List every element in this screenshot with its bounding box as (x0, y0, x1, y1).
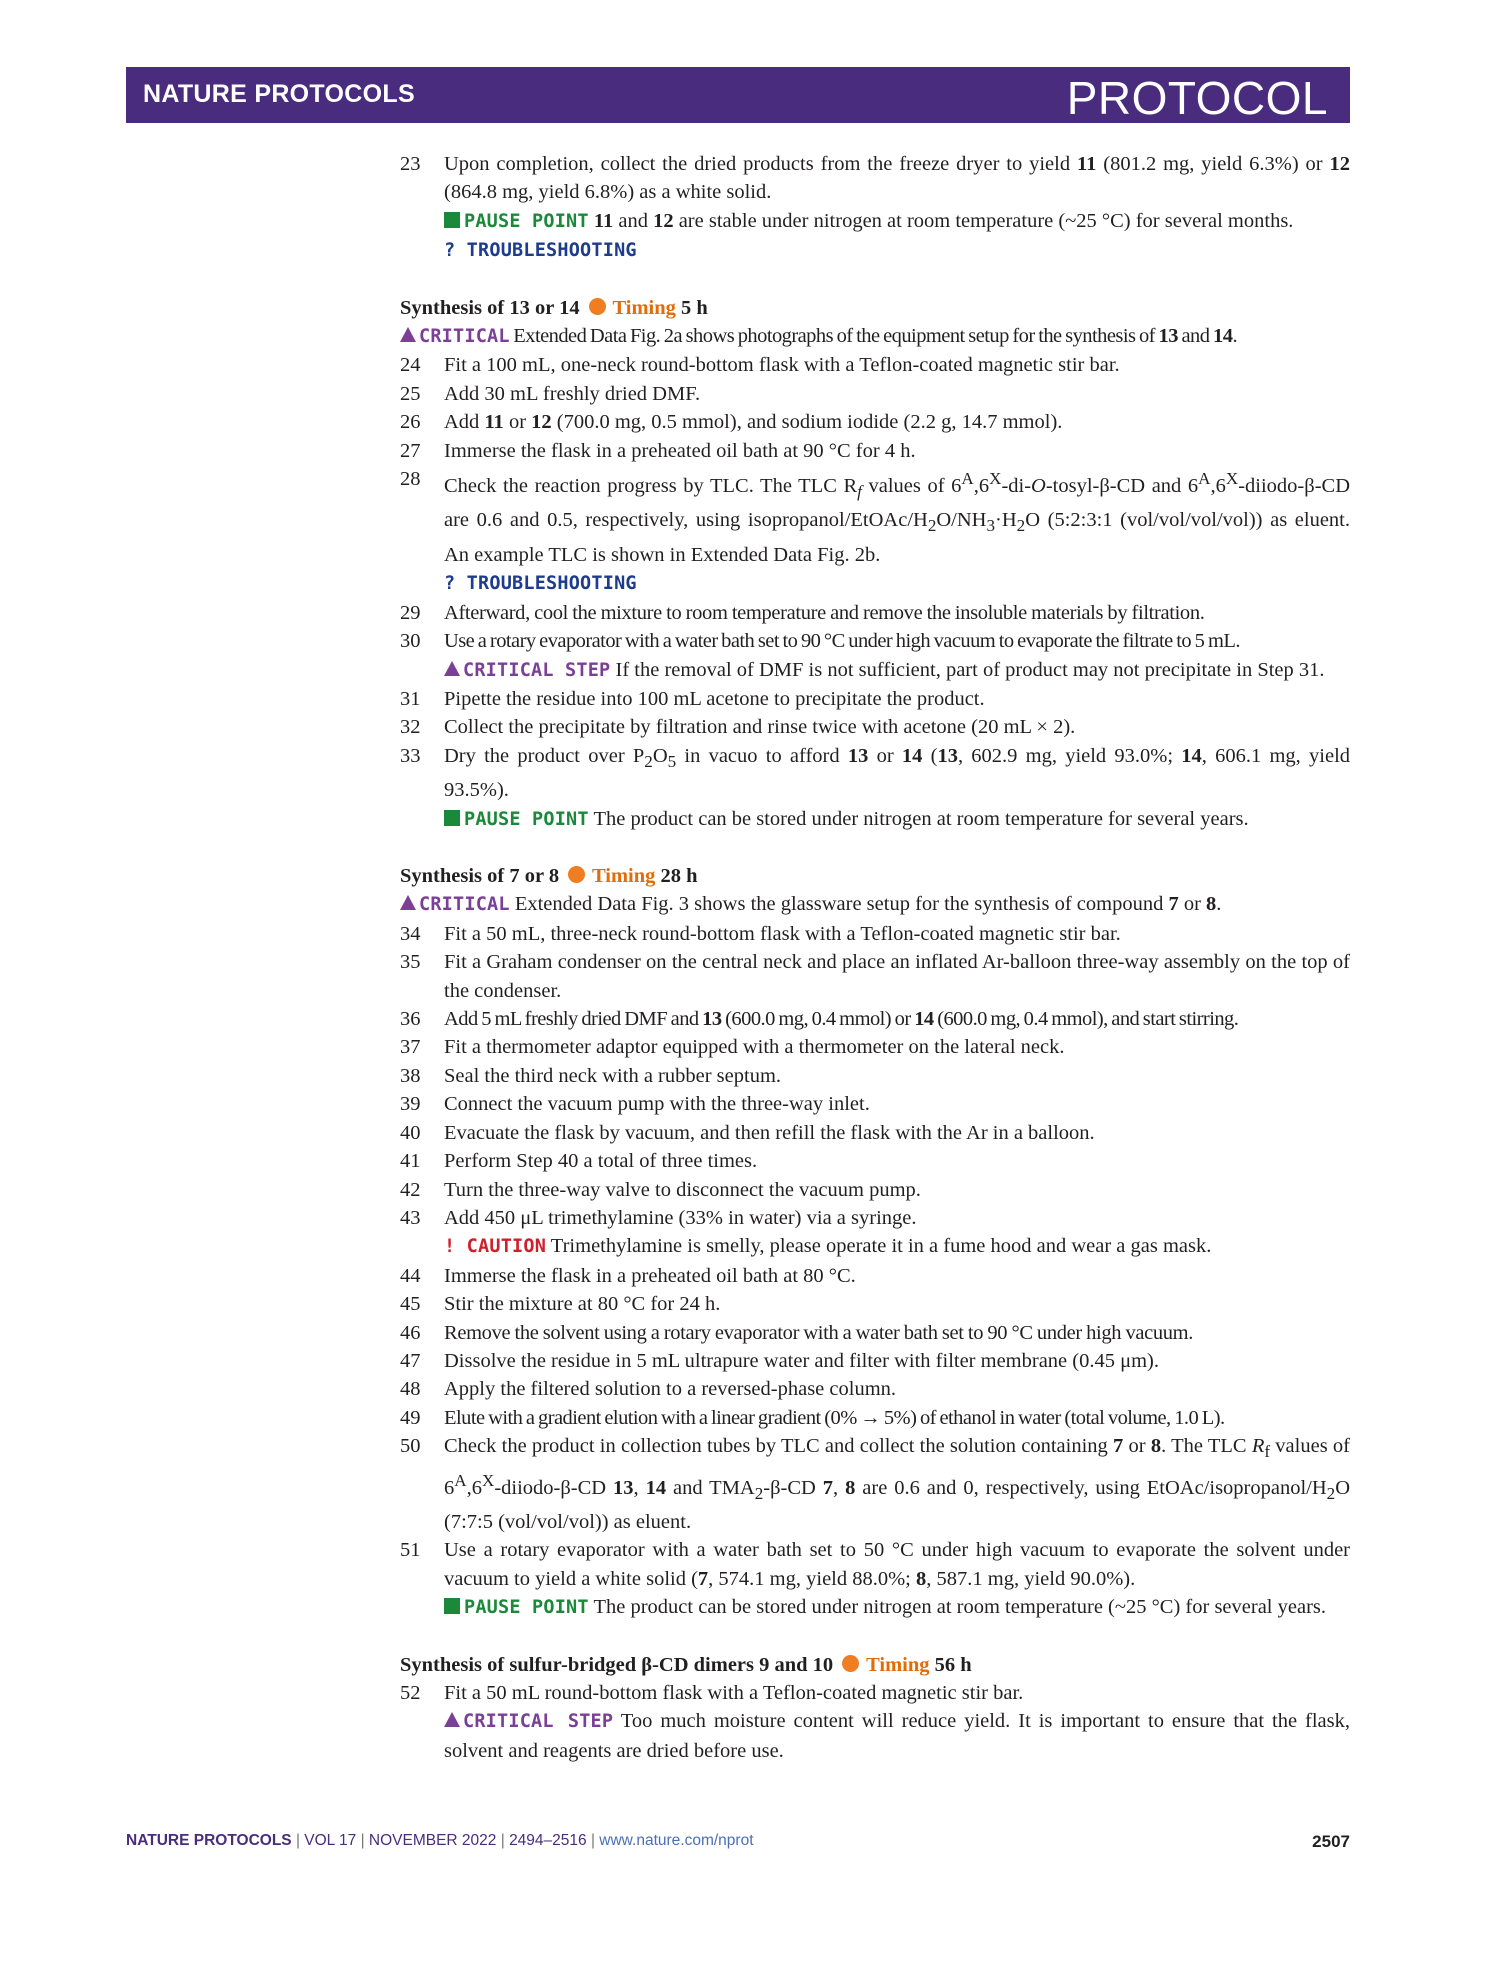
step-28: 28 Check the reaction progress by TLC. The TLC $R_f$ values of $6^A,6^X-di-O-tosyl-\beta-CD$ and $6^A,6^X-diiodo-\beta-CD$ are 0.6 and 0.5, respectively, using isopropanol/$EtOAc/H_2O/NH_3\cdot H_2O$ (5:2:3:1 (vol/vol/vol/vol)) as eluent. An example TLC is shown in Extended Data Fig. 2b. (400, 468, 1351, 566)
critical-step-52: CRITICAL STEP Too much moisture content will reduce yield. It is important to ensure that the flask, solvent and reagents are dried before use. (444, 1710, 1350, 1762)
step-38: 38 Seal the third neck with a rubber septum. (400, 1064, 782, 1087)
step-30: 30 Use a rotary evaporator with a water bath set to 90 °C under high vacuum to evaporate the filtrate to 5 mL. (400, 630, 1240, 653)
critical-triangle-icon (444, 661, 460, 676)
step-40: 40 Evacuate the flask by vacuum, and then refill the flask with the Ar in a balloon. (400, 1121, 1095, 1144)
section-heading-dimers: Synthesis of sulfur-bridged β-CD dimers 9 and 10 Timing 56 h (400, 1653, 972, 1676)
step-33: 33 Dry the product over $P_2O_5$ in vacuo to afford 13 or 14 (13, 602.9 mg, yield 93.0%; 14, 606.1 mg, yield 93.5%). (400, 744, 1351, 802)
pause-square-icon (444, 1598, 460, 1614)
step-51: 51 Use a rotary evaporator with a water bath set to 50 °C under high vacuum to evaporate the solvent under vacuum to yield a white solid (7, 574.1 mg, yield 88.0%; 8, 587.1 mg, yield 90.0%). (400, 1539, 1350, 1590)
pause-point-51: PAUSE POINT The product can be stored under nitrogen at room temperature (~25 °C) for several years. (444, 1593, 1350, 1622)
step-44: 44 Immerse the flask in a preheated oil bath at 80 °C. (400, 1264, 856, 1287)
troubleshooting-28: ? TROUBLESHOOTING (444, 573, 637, 595)
critical-note-sec2: CRITICAL Extended Data Fig. 3 shows the glassware setup for the synthesis of compound 7 or 8. (400, 890, 1350, 919)
critical-step-30: CRITICAL STEP If the removal of DMF is not sufficient, part of product may not precipitate in Step 31. (444, 656, 1350, 685)
timing-dot-icon (842, 1655, 859, 1672)
step-48: 48 Apply the filtered solution to a reversed-phase column. (400, 1378, 897, 1401)
section-heading-13-14: Synthesis of 13 or 14 Timing 5 h (400, 296, 708, 319)
pause-square-icon (444, 212, 460, 228)
pause-point-33: PAUSE POINT The product can be stored under nitrogen at room temperature for several years. (444, 805, 1350, 834)
step-36: 36 Add 5 mL freshly dried DMF and 13 (600.0 mg, 0.4 mmol) or 14 (600.0 mg, 0.4 mmol), and start stirring. (400, 1008, 1239, 1031)
pause-square-icon (444, 810, 460, 826)
step-39: 39 Connect the vacuum pump with the three-way inlet. (400, 1093, 870, 1116)
step-42: 42 Turn the three-way valve to disconnect the vacuum pump. (400, 1178, 921, 1201)
page-footer: NATURE PROTOCOLS | VOL 17 | NOVEMBER 2022 | 2494–2516 | www.nature.com/nprot 2507 (126, 1832, 1350, 1851)
footer-journal: NATURE PROTOCOLS (126, 1832, 292, 1849)
footer-url-link[interactable]: www.nature.com/nprot (599, 1832, 754, 1849)
step-50: 50 Check the product in collection tubes by TLC and collect the solution containing 7 or 8. The TLC $R_f$ values of $6^A,6^X-diiodo-\beta-CD$ 13, 14 and $TMA_2-\beta-CD$ 7, 8 are 0.6 and 0, respectively, using EtOAc/$isopropanol/H_2O$ (7:7:5 (vol/vol/vol)) as eluent. (400, 1435, 1351, 1533)
critical-triangle-icon (444, 1712, 460, 1727)
pause-point-23: PAUSE POINT 11 and 12 are stable under nitrogen at room temperature (~25 °C) for several months. (444, 207, 1350, 236)
step-29: 29 Afterward, cool the mixture to room temperature and remove the insoluble materials by filtration. (400, 601, 1205, 624)
section-heading-7-8: Synthesis of 7 or 8 Timing 28 h (400, 865, 698, 888)
footer-date: NOVEMBER 2022 (368, 1832, 497, 1849)
critical-triangle-icon (400, 327, 416, 342)
article-type: PROTOCOL (1066, 72, 1328, 124)
step-41: 41 Perform Step 40 a total of three times. (400, 1150, 758, 1173)
step-49: 49 Elute with a gradient elution with a linear gradient (0% → 5%) of ethanol in water (total volume, 1.0 L). (400, 1406, 1225, 1429)
step-34: 34 Fit a 50 mL, three-neck round-bottom flask with a Teflon-coated magnetic stir bar. (400, 922, 1121, 945)
step-47: 47 Dissolve the residue in 5 mL ultrapure water and filter with filter membrane (0.45 μm). (400, 1349, 1159, 1372)
step-31: 31 Pipette the residue into 100 mL acetone to precipitate the product. (400, 687, 985, 710)
footer-volume: VOL 17 (304, 1832, 357, 1849)
protocol-body (400, 150, 1350, 1765)
caution-43: ! CAUTION Trimethylamine is smelly, please operate it in a fume hood and wear a gas mask. (444, 1235, 1212, 1258)
step-46: 46 Remove the solvent using a rotary evaporator with a water bath set to 90 °C under high vacuum. (400, 1321, 1194, 1344)
step-35: 35 Fit a Graham condenser on the central neck and place an inflated Ar-balloon three-way assembly on the top of the condenser. (400, 951, 1350, 1002)
step-27: 27 Immerse the flask in a preheated oil bath at 90 °C for 4 h. (400, 439, 916, 462)
step-24: 24 Fit a 100 mL, one-neck round-bottom flask with a Teflon-coated magnetic stir bar. (400, 354, 1120, 377)
timing-dot-icon (589, 298, 606, 315)
header-banner (126, 67, 1350, 123)
troubleshooting-23: ? TROUBLESHOOTING (444, 240, 637, 262)
step-52: 52 Fit a 50 mL round-bottom flask with a Teflon-coated magnetic stir bar. (400, 1682, 1024, 1705)
step-25: 25 Add 30 mL freshly dried DMF. (400, 382, 701, 405)
step-32: 32 Collect the precipitate by filtration and rinse twice with acetone (20 mL × 2). (400, 716, 1076, 739)
critical-note-sec1: CRITICAL Extended Data Fig. 2a shows photographs of the equipment setup for the synthesis of 13 and 14. (400, 322, 1350, 351)
step-23: 23 Upon completion, collect the dried products from the freeze dryer to yield 11 (801.2 mg, yield 6.3%) or 12 (864.8 mg, yield 6.8%) as a white solid. (400, 153, 1350, 204)
step-43: 43 Add 450 μL trimethylamine (33% in water) via a syringe. (400, 1206, 917, 1229)
step-37: 37 Fit a thermometer adaptor equipped with a thermometer on the lateral neck. (400, 1036, 1065, 1059)
step-45: 45 Stir the mixture at 80 °C for 24 h. (400, 1293, 721, 1316)
timing-dot-icon (568, 866, 585, 883)
journal-name: NATURE PROTOCOLS (143, 80, 415, 108)
page-number: 2507 (1312, 1832, 1350, 1851)
footer-pages: 2494–2516 (509, 1832, 587, 1849)
critical-triangle-icon (400, 895, 416, 910)
step-26: 26 Add 11 or 12 (700.0 mg, 0.5 mmol), and sodium iodide (2.2 g, 14.7 mmol). (400, 411, 1063, 434)
